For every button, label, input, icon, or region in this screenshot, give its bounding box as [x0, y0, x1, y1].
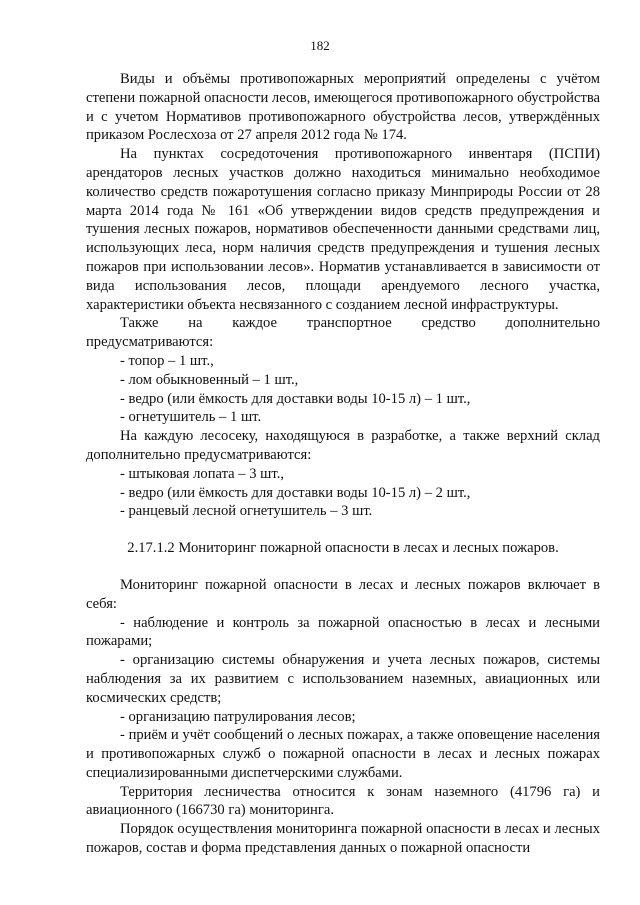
list-item: - штыковая лопата – 3 шт.,: [120, 465, 284, 482]
list-item: - наблюдение и контроль за пожарной опасностью в лесах и лесными пожарами;: [86, 614, 600, 650]
paragraph-monitoring-intro: Мониторинг пожарной опасности в лесах и лесных пожаров включает в себя:: [86, 576, 600, 612]
paragraph-vehicle-intro: Также на каждое транспортное средство дополнительно предусматриваются:: [86, 315, 600, 351]
list-item: - топор – 1 шт.,: [120, 352, 214, 369]
list-item: - ведро (или ёмкость для доставки воды 10-15 л) – 1 шт.,: [120, 390, 471, 407]
paragraph-fire-measures: Виды и объёмы противопожарных мероприятий определены с учётом степени пожарной опасности лесов, имеющегося противопожарного обустройства и с учетом Нормативов противопожарного обустройства лесов, утверждённых приказом Рослесхоза от 27 апреля 2012 года № 174.: [86, 71, 600, 144]
list-item: - ведро (или ёмкость для доставки воды 10-15 л) – 2 шт.,: [120, 484, 471, 501]
paragraph-pspi: На пунктах сосредоточения противопожарного инвентаря (ПСПИ) арендаторов лесных участков должно находиться минимально необходимое количество средств пожаротушения согласно приказу Минприроды России от 28 марта 2014 года № 161 «Об утверждении видов средств предупреждения и тушения лесных пожаров, нормативов обеспеченности данными средствами лиц, использующих леса, норм наличия средств предупреждения и тушения лесных пожаров при использовании лесов». Норматив устанавливается в зависимости от вида использования лесов, площади арендуемого лесного участка, характеристики объекта несвязанного с созданием лесной инфраструктуры.: [86, 146, 600, 313]
page-content: [86, 70, 600, 858]
list-item: - лом обыкновенный – 1 шт.,: [120, 371, 299, 388]
list-item: - организацию системы обнаружения и учета лесных пожаров, системы наблюдения за их развитием с использованием наземных, авиационных или космических средств;: [86, 652, 600, 706]
paragraph-monitoring-order: Порядок осуществления мониторинга пожарной опасности в лесах и лесных пожаров, состав и форма представления данных о пожарной опасности: [86, 821, 600, 857]
paragraph-cutting-intro: На каждую лесосеку, находящуюся в разработке, а также верхний склад дополнительно предусматриваются:: [86, 428, 600, 463]
section-heading: 2.17.1.2 Мониторинг пожарной опасности в лесах и лесных пожаров.: [127, 540, 559, 557]
paragraph-territory: Территория лесничества относится к зонам наземного (41796 га) и авиационного (166730 га) мониторинга.: [86, 783, 600, 819]
list-item: - ранцевый лесной огнетушитель – 3 шт.: [120, 503, 373, 520]
list-item: - организацию патрулирования лесов;: [120, 708, 356, 725]
list-item: - огнетушитель – 1 шт.: [120, 409, 262, 426]
page-number: 182: [310, 38, 330, 53]
list-item: - приём и учёт сообщений о лесных пожарах, а также оповещение населения и противопожарных служб о пожарной опасности в лесах и лесных пожарах специализированными диспетчерскими службами.: [86, 727, 600, 781]
